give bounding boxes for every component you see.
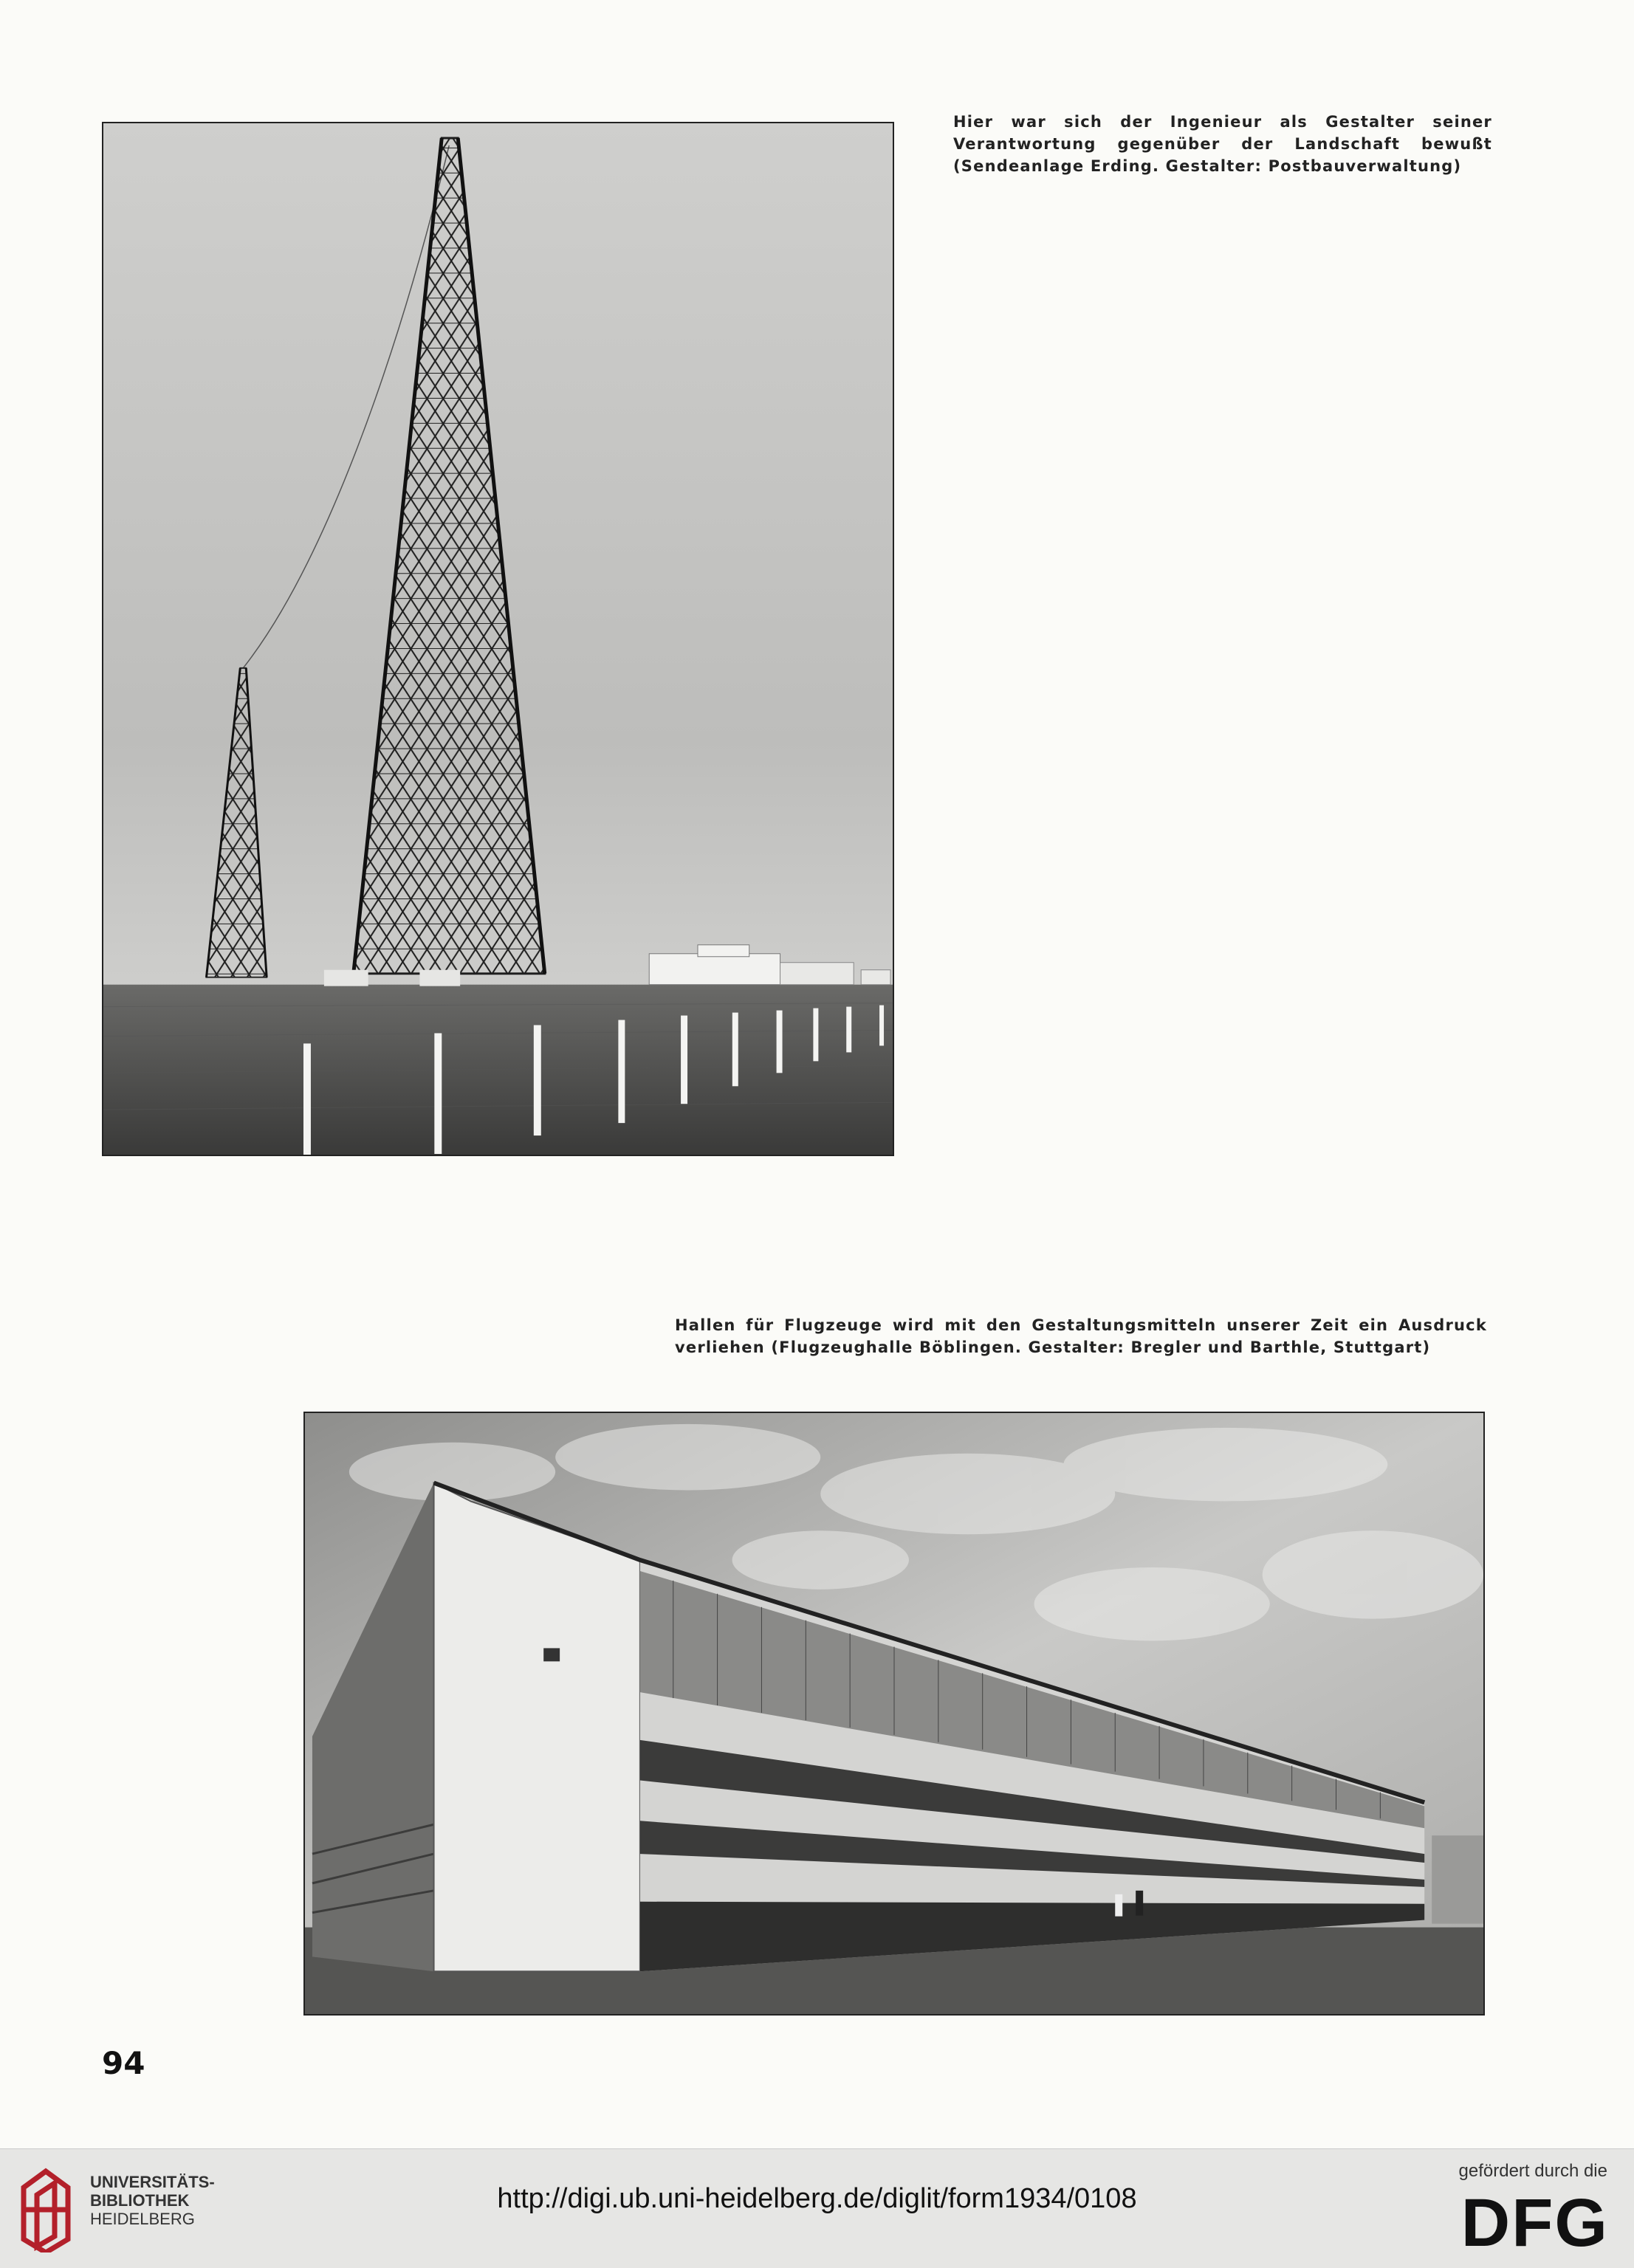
library-name-line-1: UNIVERSITÄTS-: [90, 2173, 215, 2191]
library-name-line-3: HEIDELBERG: [90, 2210, 195, 2228]
library-name-line-2: BIBLIOTHEK: [90, 2191, 190, 2210]
footer-bar: [0, 2148, 1634, 2268]
page-number: 94: [102, 2045, 145, 2081]
dfg-logo[interactable]: DFG: [1460, 2185, 1609, 2261]
digital-object-url[interactable]: http://digi.ub.uni-heidelberg.de/diglit/form1934/0108: [497, 2183, 1137, 2214]
photo-aircraft-hangar: [303, 1412, 1485, 2016]
funding-text: gefördert durch die: [1458, 2161, 1607, 2181]
photo-radio-towers: [102, 122, 894, 1156]
caption-radio-towers: Hier war sich der Ingenieur als Gestalter seiner Verantwortung gegenüber der Landschaft bewußt (Sendeanlage Erding. Gestalter: Postbauverwaltung): [953, 113, 1492, 175]
caption-hangar: Hallen für Flugzeuge wird mit den Gestaltungsmitteln unserer Zeit ein Ausdruck verliehen (Flugzeughalle Böblingen. Gestalter: Bregler und Barthle, Stuttgart): [675, 1316, 1487, 1356]
